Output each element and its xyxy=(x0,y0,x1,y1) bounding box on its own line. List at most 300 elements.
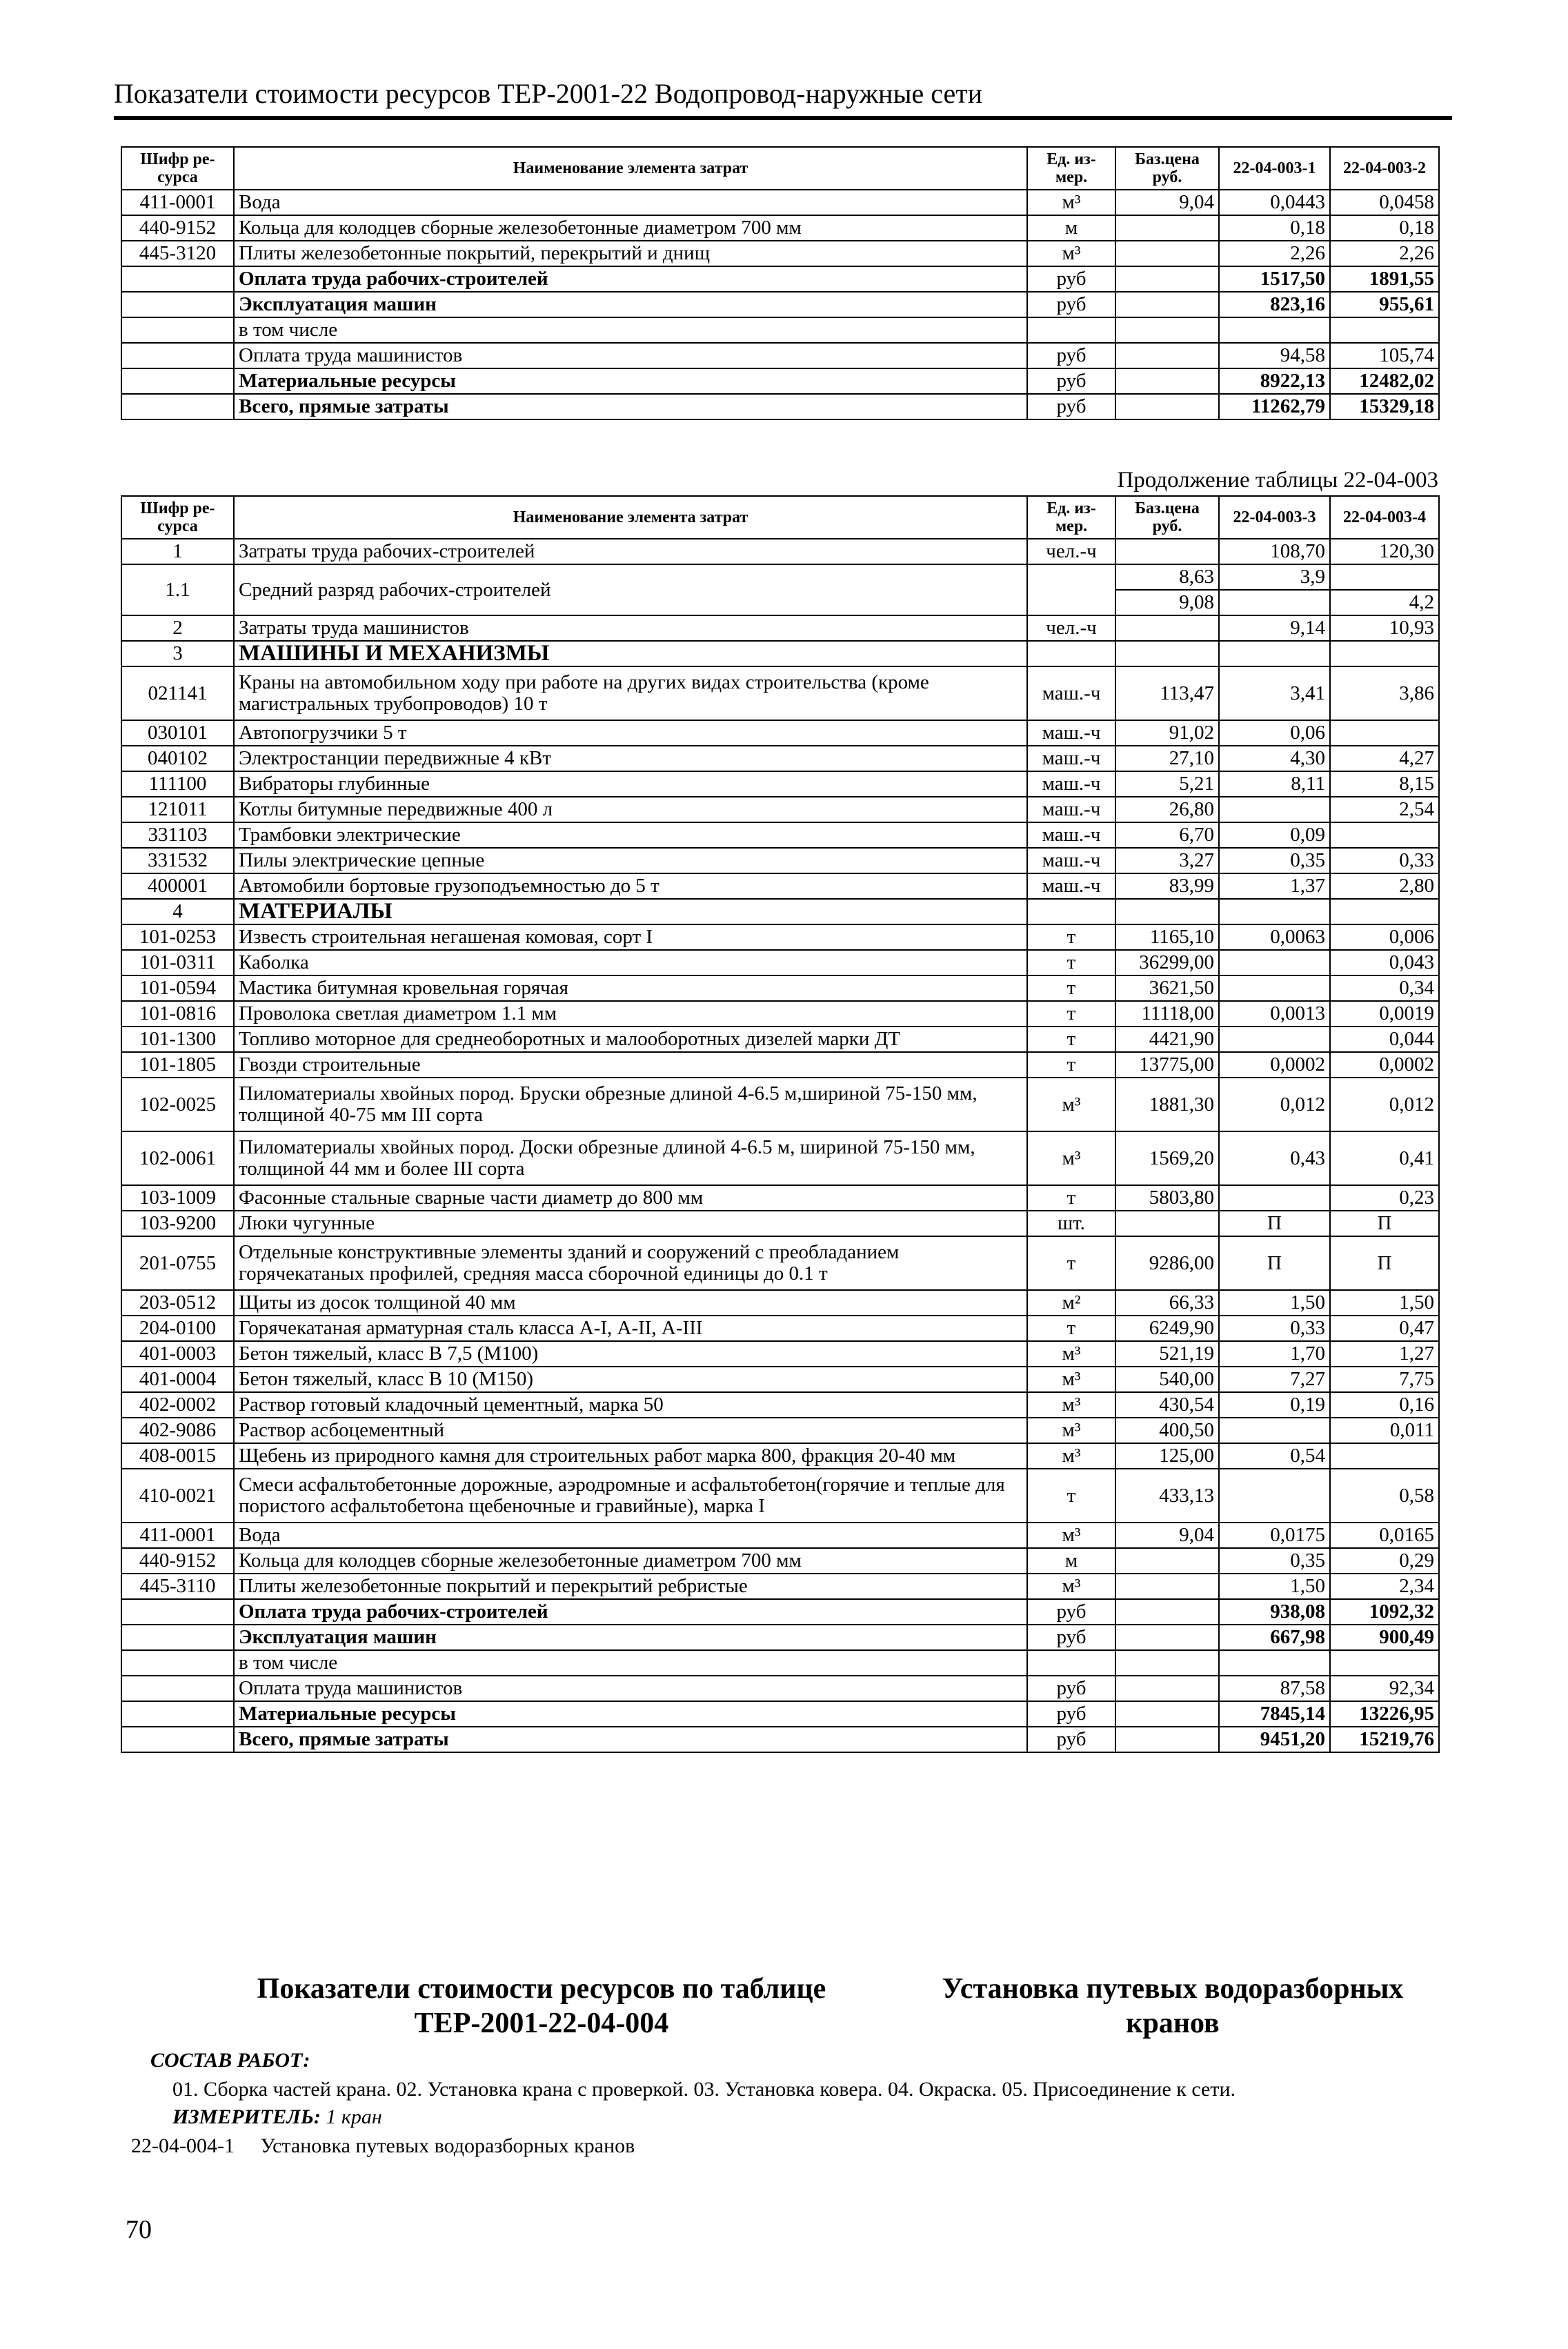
totals-row xyxy=(121,292,1439,317)
cell-unit: маш.-ч xyxy=(1027,822,1115,848)
cell-code: 408-0015 xyxy=(121,1443,234,1469)
cell-unit: маш.-ч xyxy=(1027,720,1115,746)
cell-name: Смеси асфальтобетонные дорожные, аэродромные и асфальтобетон(горячие и теплые для пористого асфальтобетона щебеночные и гравийные), марка I xyxy=(234,1469,1027,1523)
cell-name: Трамбовки электрические xyxy=(234,822,1027,848)
cell-code xyxy=(121,1701,234,1727)
cell-v2: 0,34 xyxy=(1330,975,1439,1001)
cell-price xyxy=(1115,317,1219,343)
cell-v1: 938,08 xyxy=(1219,1599,1330,1625)
cell-price: 1165,10 xyxy=(1115,924,1219,950)
cell-v2: 2,26 xyxy=(1330,241,1439,266)
cell-v2: П xyxy=(1330,1236,1439,1290)
cell-price xyxy=(1115,1574,1219,1599)
cell-unit: руб xyxy=(1027,1701,1115,1727)
cell-unit: м³ xyxy=(1027,1131,1115,1185)
cell-price xyxy=(1115,1727,1219,1752)
cell-price xyxy=(1115,641,1219,666)
cell-v2: 0,0002 xyxy=(1330,1052,1439,1078)
cell-v2: 0,043 xyxy=(1330,950,1439,975)
cell-v2 xyxy=(1330,1650,1439,1676)
cell-v2: 15219,76 xyxy=(1330,1727,1439,1752)
cell-price xyxy=(1115,368,1219,394)
table-row xyxy=(121,924,1439,950)
cell-price: 540,00 xyxy=(1115,1367,1219,1392)
table-row xyxy=(121,797,1439,822)
cell-unit: руб xyxy=(1027,1676,1115,1701)
cell-v1: 667,98 xyxy=(1219,1625,1330,1650)
cell-unit: т xyxy=(1027,1469,1115,1523)
cell-unit: м³ xyxy=(1027,1078,1115,1131)
cell-code xyxy=(121,1676,234,1701)
cell-v1: 0,35 xyxy=(1219,848,1330,873)
cell-price: 113,47 xyxy=(1115,666,1219,720)
cell-code: 3 xyxy=(121,641,234,666)
col-header-name: Наименование элемента затрат xyxy=(234,147,1027,190)
cell-v2: 0,011 xyxy=(1330,1418,1439,1443)
cell-name: Бетон тяжелый, класс В 10 (М150) xyxy=(234,1367,1027,1392)
col-header-base-price: Баз.цена руб. xyxy=(1115,496,1219,539)
cell-v1: 7845,14 xyxy=(1219,1701,1330,1727)
cell-code: 331103 xyxy=(121,822,234,848)
cell-v2: 1092,32 xyxy=(1330,1599,1439,1625)
col-header-unit: Ед. из-мер. xyxy=(1027,496,1115,539)
cell-code: 411-0001 xyxy=(121,190,234,215)
cell-price xyxy=(1115,539,1219,564)
cell-code xyxy=(121,1599,234,1625)
cell-name: Затраты труда рабочих-строителей xyxy=(234,539,1027,564)
cell-price: 83,99 xyxy=(1115,873,1219,899)
table-header-row xyxy=(121,147,1439,190)
cell-v1: 7,27 xyxy=(1219,1367,1330,1392)
cell-v2 xyxy=(1330,641,1439,666)
cell-code: 103-9200 xyxy=(121,1211,234,1236)
cell-v1 xyxy=(1219,1185,1330,1211)
cell-price: 6,70 xyxy=(1115,822,1219,848)
cell-v1: 3,41 xyxy=(1219,666,1330,720)
totals-row xyxy=(121,266,1439,292)
cell-code xyxy=(121,1727,234,1752)
cell-unit: маш.-ч xyxy=(1027,873,1115,899)
cell-v2: 2,54 xyxy=(1330,797,1439,822)
cell-unit: руб xyxy=(1027,394,1115,419)
cell-v1: 0,33 xyxy=(1219,1316,1330,1341)
totals-label: Всего, прямые затраты xyxy=(234,1727,1027,1752)
cell-unit: м³ xyxy=(1027,1367,1115,1392)
cell-code xyxy=(121,368,234,394)
cell-price: 400,50 xyxy=(1115,1418,1219,1443)
cell-unit: м³ xyxy=(1027,1392,1115,1418)
cell-v1: 0,0063 xyxy=(1219,924,1330,950)
cell-code: 101-0816 xyxy=(121,1001,234,1027)
col-header-v2: 22-04-003-4 xyxy=(1330,496,1439,539)
cell-name: Автомобили бортовые грузоподъемностью до 5 т xyxy=(234,873,1027,899)
cell-unit: т xyxy=(1027,1001,1115,1027)
cell-unit xyxy=(1027,564,1115,615)
cell-v2: 1,27 xyxy=(1330,1341,1439,1367)
cell-v2: 0,0458 xyxy=(1330,190,1439,215)
cell-name: Пиломатериалы хвойных пород. Доски обрезные длиной 4-6.5 м, шириной 75-150 мм, толщиной 44 мм и более III сорта xyxy=(234,1131,1027,1185)
cell-v1: 11262,79 xyxy=(1219,394,1330,419)
cell-code: 121011 xyxy=(121,797,234,822)
table-row xyxy=(121,1211,1439,1236)
table-row xyxy=(121,1523,1439,1548)
cell-unit xyxy=(1027,317,1115,343)
table-row xyxy=(121,1443,1439,1469)
totals-row xyxy=(121,1676,1439,1701)
totals-label: в том числе xyxy=(234,317,1027,343)
cell-name: Плиты железобетонные покрытий, перекрытий и днищ xyxy=(234,241,1027,266)
cell-v1: 94,58 xyxy=(1219,343,1330,368)
cell-v1: 0,012 xyxy=(1219,1078,1330,1131)
cell-price: 4421,90 xyxy=(1115,1027,1219,1052)
section-heading-row xyxy=(121,641,1439,666)
cell-price xyxy=(1115,1701,1219,1727)
cell-v1 xyxy=(1219,975,1330,1001)
item-code: 22-04-004-1 xyxy=(131,2134,235,2157)
cell-unit: руб xyxy=(1027,292,1115,317)
cell-unit: м xyxy=(1027,1548,1115,1574)
cell-price: 9286,00 xyxy=(1115,1236,1219,1290)
cell-code: 1.1 xyxy=(121,564,234,615)
resource-table-2 xyxy=(121,495,1440,1753)
cell-code: 440-9152 xyxy=(121,1548,234,1574)
cell-v2: 0,006 xyxy=(1330,924,1439,950)
totals-label: Оплата труда рабочих-строителей xyxy=(234,1599,1027,1625)
cell-unit: т xyxy=(1027,950,1115,975)
table-row xyxy=(121,241,1439,266)
cell-code: 103-1009 xyxy=(121,1185,234,1211)
cell-code: 331532 xyxy=(121,848,234,873)
cell-code: 101-1805 xyxy=(121,1052,234,1078)
cell-name: Топливо моторное для среднеоборотных и малооборотных дизелей марки ДТ xyxy=(234,1027,1027,1052)
cell-price: 125,00 xyxy=(1115,1443,1219,1469)
cell-price: 66,33 xyxy=(1115,1290,1219,1316)
cell-v1 xyxy=(1219,797,1330,822)
cell-code: 102-0025 xyxy=(121,1078,234,1131)
cell-price xyxy=(1115,1599,1219,1625)
totals-row xyxy=(121,317,1439,343)
cell-name: Затраты труда машинистов xyxy=(234,615,1027,641)
totals-row xyxy=(121,343,1439,368)
cell-unit: м² xyxy=(1027,1290,1115,1316)
cell-v1: 1,50 xyxy=(1219,1574,1330,1599)
cell-v1: 8922,13 xyxy=(1219,368,1330,394)
cell-price: 11118,00 xyxy=(1115,1001,1219,1027)
cell-v2: 0,23 xyxy=(1330,1185,1439,1211)
cell-v1: 8,11 xyxy=(1219,771,1330,797)
cell-v1: 0,09 xyxy=(1219,822,1330,848)
cell-price xyxy=(1115,1650,1219,1676)
col-header-code: Шифр ре-сурса xyxy=(121,147,234,190)
cell-unit: м³ xyxy=(1027,1574,1115,1599)
cell-price: 9,08 xyxy=(1115,590,1219,615)
cell-v2: 0,16 xyxy=(1330,1392,1439,1418)
cell-v2: 0,41 xyxy=(1330,1131,1439,1185)
col-header-unit: Ед. из-мер. xyxy=(1027,147,1115,190)
cell-unit: руб xyxy=(1027,1727,1115,1752)
cell-v2: 8,15 xyxy=(1330,771,1439,797)
cell-price xyxy=(1115,292,1219,317)
cell-v1: 0,0002 xyxy=(1219,1052,1330,1078)
cell-name: Плиты железобетонные покрытий и перекрытий ребристые xyxy=(234,1574,1027,1599)
table-row xyxy=(121,950,1439,975)
cell-code: 101-0594 xyxy=(121,975,234,1001)
cell-code xyxy=(121,1650,234,1676)
totals-label: Материальные ресурсы xyxy=(234,368,1027,394)
table-row xyxy=(121,1316,1439,1341)
cell-code: 401-0004 xyxy=(121,1367,234,1392)
cell-price xyxy=(1115,241,1219,266)
cell-name: Бетон тяжелый, класс В 7,5 (М100) xyxy=(234,1341,1027,1367)
cell-unit: т xyxy=(1027,924,1115,950)
cell-v2: 0,0019 xyxy=(1330,1001,1439,1027)
cell-unit: т xyxy=(1027,1316,1115,1341)
cell-name: Вода xyxy=(234,1523,1027,1548)
cell-name: Пилы электрические цепные xyxy=(234,848,1027,873)
page-header: Показатели стоимости ресурсов ТЕР-2001-22 Водопровод-наружные сети xyxy=(114,78,983,109)
cell-unit xyxy=(1027,1650,1115,1676)
cell-v2: 3,86 xyxy=(1330,666,1439,720)
cell-v1: 0,19 xyxy=(1219,1392,1330,1418)
table-header-row xyxy=(121,496,1439,539)
cell-price xyxy=(1115,1548,1219,1574)
works-text: 01. Сборка частей крана. 02. Установка крана с проверкой. 03. Установка ковера. 04. Окраска. 05. Присоединение к сети. xyxy=(172,2078,1236,2101)
continuation-title: Продолжение таблицы 22-04-003 xyxy=(1117,468,1438,493)
cell-v1: 108,70 xyxy=(1219,539,1330,564)
cell-code: 445-3110 xyxy=(121,1574,234,1599)
cell-name: Щиты из досок толщиной 40 мм xyxy=(234,1290,1027,1316)
totals-row xyxy=(121,1599,1439,1625)
totals-label: Эксплуатация машин xyxy=(234,1625,1027,1650)
cell-v2 xyxy=(1330,317,1439,343)
table-row xyxy=(121,615,1439,641)
cell-v1: П xyxy=(1219,1236,1330,1290)
table-row xyxy=(121,215,1439,241)
meter-value: 1 кран xyxy=(326,2105,382,2128)
cell-unit xyxy=(1027,641,1115,666)
cell-unit: м³ xyxy=(1027,190,1115,215)
cell-name: Кольца для колодцев сборные железобетонные диаметром 700 мм xyxy=(234,215,1027,241)
cell-v2: 955,61 xyxy=(1330,292,1439,317)
cell-price xyxy=(1115,343,1219,368)
cell-unit: шт. xyxy=(1027,1211,1115,1236)
meter-label: ИЗМЕРИТЕЛЬ: xyxy=(172,2105,321,2128)
totals-row xyxy=(121,394,1439,419)
totals-label: Оплата труда рабочих-строителей xyxy=(234,266,1027,292)
cell-name: Мастика битумная кровельная горячая xyxy=(234,975,1027,1001)
cell-name: Электростанции передвижные 4 кВт xyxy=(234,746,1027,771)
table-row xyxy=(121,1290,1439,1316)
cell-v2: 4,27 xyxy=(1330,746,1439,771)
cell-v2 xyxy=(1330,720,1439,746)
cell-price xyxy=(1115,215,1219,241)
cell-unit: м xyxy=(1027,215,1115,241)
cell-unit: м³ xyxy=(1027,241,1115,266)
cell-price: 9,04 xyxy=(1115,190,1219,215)
col-header-v2: 22-04-003-2 xyxy=(1330,147,1439,190)
cell-unit: м³ xyxy=(1027,1443,1115,1469)
totals-row xyxy=(121,1625,1439,1650)
cell-code: 040102 xyxy=(121,746,234,771)
cell-price xyxy=(1115,615,1219,641)
cell-v1: 9,14 xyxy=(1219,615,1330,641)
cell-price: 91,02 xyxy=(1115,720,1219,746)
col-header-base-price: Баз.цена руб. xyxy=(1115,147,1219,190)
totals-row xyxy=(121,1727,1439,1752)
cell-unit: м³ xyxy=(1027,1341,1115,1367)
cell-name: МАТЕРИАЛЫ xyxy=(234,899,1027,924)
table-row xyxy=(121,539,1439,564)
cell-code xyxy=(121,1625,234,1650)
cell-v2: 0,0165 xyxy=(1330,1523,1439,1548)
cell-price: 430,54 xyxy=(1115,1392,1219,1418)
cell-v2: 120,30 xyxy=(1330,539,1439,564)
cell-v2: 15329,18 xyxy=(1330,394,1439,419)
cell-price: 5,21 xyxy=(1115,771,1219,797)
cell-code: 101-1300 xyxy=(121,1027,234,1052)
cell-price: 5803,80 xyxy=(1115,1185,1219,1211)
totals-label: в том числе xyxy=(234,1650,1027,1676)
cell-unit xyxy=(1027,899,1115,924)
cell-code: 204-0100 xyxy=(121,1316,234,1341)
cell-code xyxy=(121,343,234,368)
cell-v2: 900,49 xyxy=(1330,1625,1439,1650)
cell-v1 xyxy=(1219,590,1330,615)
cell-name: МАШИНЫ И МЕХАНИЗМЫ xyxy=(234,641,1027,666)
cell-name: Гвозди строительные xyxy=(234,1052,1027,1078)
item-name: Установка путевых водоразборных кранов xyxy=(260,2134,635,2157)
cell-v2: 105,74 xyxy=(1330,343,1439,368)
totals-row xyxy=(121,1701,1439,1727)
page-number: 70 xyxy=(126,2215,152,2244)
cell-v1 xyxy=(1219,641,1330,666)
cell-v1: 2,26 xyxy=(1219,241,1330,266)
cell-name: Отдельные конструктивные элементы зданий и сооружений с преобладанием горячекатаных профилей, средняя масса сборочной единицы до 0.1 т xyxy=(234,1236,1027,1290)
cell-price: 36299,00 xyxy=(1115,950,1219,975)
cell-name: Проволока светлая диаметром 1.1 мм xyxy=(234,1001,1027,1027)
cell-v1: 3,9 xyxy=(1219,564,1330,590)
cell-unit: т xyxy=(1027,975,1115,1001)
cell-v1 xyxy=(1219,1027,1330,1052)
cell-price xyxy=(1115,1211,1219,1236)
cell-name: Фасонные стальные сварные части диаметр до 800 мм xyxy=(234,1185,1027,1211)
cell-v1: 0,06 xyxy=(1219,720,1330,746)
cell-code: 111100 xyxy=(121,771,234,797)
cell-name: Кольца для колодцев сборные железобетонные диаметром 700 мм xyxy=(234,1548,1027,1574)
cell-unit: чел.-ч xyxy=(1027,539,1115,564)
table-row xyxy=(121,771,1439,797)
cell-code: 101-0311 xyxy=(121,950,234,975)
cell-name: Котлы битумные передвижные 400 л xyxy=(234,797,1027,822)
cell-price: 9,04 xyxy=(1115,1523,1219,1548)
table-row xyxy=(121,975,1439,1001)
cell-unit: маш.-ч xyxy=(1027,746,1115,771)
cell-v2 xyxy=(1330,1443,1439,1469)
cell-v2: 12482,02 xyxy=(1330,368,1439,394)
table-row xyxy=(121,1052,1439,1078)
cell-v1: 0,0443 xyxy=(1219,190,1330,215)
cell-code: 1 xyxy=(121,539,234,564)
table-row xyxy=(121,848,1439,873)
cell-code xyxy=(121,292,234,317)
cell-v2: 0,012 xyxy=(1330,1078,1439,1131)
cell-v1: 4,30 xyxy=(1219,746,1330,771)
table-row xyxy=(121,1236,1439,1290)
cell-unit: руб xyxy=(1027,343,1115,368)
cell-unit: т xyxy=(1027,1027,1115,1052)
cell-price: 13775,00 xyxy=(1115,1052,1219,1078)
cell-unit: руб xyxy=(1027,368,1115,394)
cell-code: 030101 xyxy=(121,720,234,746)
cell-name: Люки чугунные xyxy=(234,1211,1027,1236)
cell-unit: маш.-ч xyxy=(1027,666,1115,720)
cell-code: 2 xyxy=(121,615,234,641)
cell-unit: м³ xyxy=(1027,1418,1115,1443)
cell-v2: 0,33 xyxy=(1330,848,1439,873)
resource-table-1 xyxy=(121,146,1440,420)
cell-code: 400001 xyxy=(121,873,234,899)
cell-name: Краны на автомобильном ходу при работе на других видах строительства (кроме магистральных трубопроводов) 10 т xyxy=(234,666,1027,720)
table-row xyxy=(121,1341,1439,1367)
cell-price xyxy=(1115,1625,1219,1650)
cell-price xyxy=(1115,899,1219,924)
cell-v2: 7,75 xyxy=(1330,1367,1439,1392)
table-row xyxy=(121,1131,1439,1185)
table-row xyxy=(121,1574,1439,1599)
table-row xyxy=(121,1001,1439,1027)
table-row xyxy=(121,1078,1439,1131)
cell-name: Каболка xyxy=(234,950,1027,975)
table-row xyxy=(121,1418,1439,1443)
cell-code: 021141 xyxy=(121,666,234,720)
cell-price xyxy=(1115,266,1219,292)
totals-label: Оплата труда машинистов xyxy=(234,1676,1027,1701)
cell-name: Вода xyxy=(234,190,1027,215)
cell-v1 xyxy=(1219,1650,1330,1676)
cell-code xyxy=(121,317,234,343)
cell-unit: м³ xyxy=(1027,1523,1115,1548)
totals-label: Материальные ресурсы xyxy=(234,1701,1027,1727)
cell-code: 440-9152 xyxy=(121,215,234,241)
cell-v1 xyxy=(1219,317,1330,343)
totals-row xyxy=(121,1650,1439,1676)
table-row xyxy=(121,746,1439,771)
cell-unit: маш.-ч xyxy=(1027,848,1115,873)
section-title-right: Установка путевых водоразборных кранов xyxy=(942,1973,1404,2039)
table-row xyxy=(121,564,1439,590)
cell-code: 4 xyxy=(121,899,234,924)
table-row xyxy=(121,190,1439,215)
cell-name: Горячекатаная арматурная сталь класса А-I, А-II, А-III xyxy=(234,1316,1027,1341)
section-title-left: Показатели стоимости ресурсов по таблице ТЕР-2001-22-04-004 xyxy=(257,1973,826,2039)
cell-price: 26,80 xyxy=(1115,797,1219,822)
cell-code: 102-0061 xyxy=(121,1131,234,1185)
cell-v1: 1,70 xyxy=(1219,1341,1330,1367)
section-heading-row xyxy=(121,899,1439,924)
cell-price: 1569,20 xyxy=(1115,1131,1219,1185)
cell-v2: 2,80 xyxy=(1330,873,1439,899)
cell-v2: 10,93 xyxy=(1330,615,1439,641)
table-row xyxy=(121,822,1439,848)
cell-v1: 0,54 xyxy=(1219,1443,1330,1469)
cell-v2: 13226,95 xyxy=(1330,1701,1439,1727)
cell-unit: т xyxy=(1027,1185,1115,1211)
cell-v2: 0,29 xyxy=(1330,1548,1439,1574)
totals-label: Эксплуатация машин xyxy=(234,292,1027,317)
cell-v2: 0,58 xyxy=(1330,1469,1439,1523)
table-row xyxy=(121,1469,1439,1523)
cell-unit: руб xyxy=(1027,266,1115,292)
